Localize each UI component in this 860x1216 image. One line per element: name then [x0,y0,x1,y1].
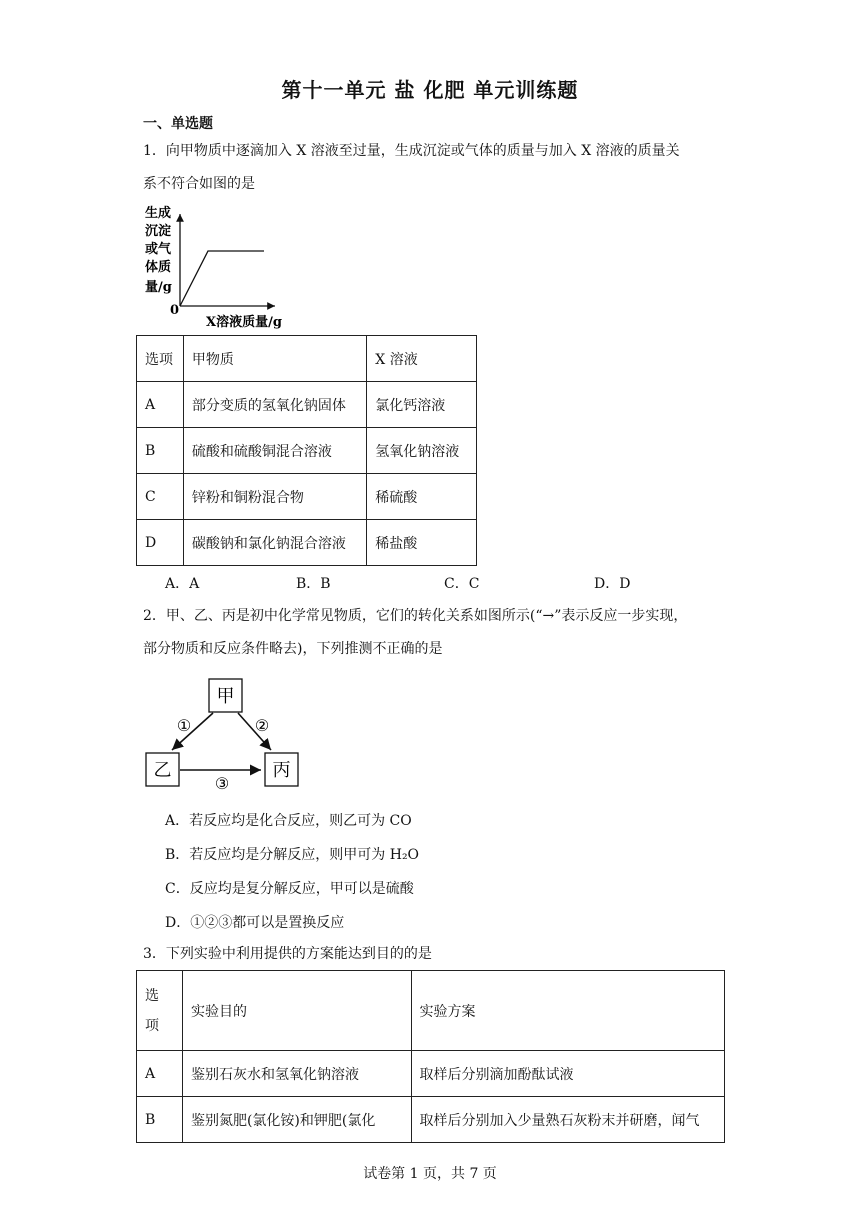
table-row [137,1051,725,1097]
q1-option-d[interactable]: D．D [594,576,631,592]
q2-option-c[interactable]: C．反应均是复分解反应，甲可以是硫酸 [165,881,414,897]
q1-stem-line2: 系不符合如图的是 [143,176,255,192]
table-row [137,382,477,428]
node-yi: 乙 [153,760,172,781]
q2-diagram [140,676,310,794]
q1-table-header-row [137,336,477,382]
table-cell: 氯化钙溶液 [367,382,477,428]
table-cell: B [137,1097,183,1143]
q3-stem: 3．下列实验中利用提供的方案能达到目的的是 [143,946,432,962]
q3-header-col1-line1: 选 [145,987,159,1004]
q3-table-header [137,971,183,1051]
table-cell: 取样后分别加入少量熟石灰粉末并研磨，闻气 [411,1097,724,1143]
table-cell: 碳酸钠和氯化钠混合溶液 [183,520,366,566]
table-cell: 氢氧化钠溶液 [367,428,477,474]
table-row [137,428,477,474]
table-cell: D [137,520,184,566]
arrow-1-label: ① [176,716,192,735]
table-cell: 稀盐酸 [367,520,477,566]
q1-graph-xlabel: X溶液质量/g [206,315,282,330]
arrow-3-label: ③ [214,774,230,793]
table-cell: C [137,474,184,520]
table-cell: 硫酸和硫酸铜混合溶液 [183,428,366,474]
q1-graph-ylabel-1: 生成 [145,206,172,221]
q1-graph-curve [180,251,264,306]
q2-stem-line1: 2．甲、乙、丙是初中化学常见物质，它们的转化关系如图所示(“→”表示反应一步实现， [143,608,688,624]
q2-option-a[interactable]: A．若反应均是化合反应，则乙可为 CO [165,813,412,829]
q3-table-header: 实验方案 [411,971,724,1051]
q1-graph-ylabel-4: 体质 [145,260,172,275]
table-cell: A [137,1051,183,1097]
q3-table-header-row [137,971,725,1051]
q2-option-d[interactable]: D．①②③都可以是置换反应 [165,915,345,931]
q1-table-header: 选项 [137,336,184,382]
arrow-2-label: ② [254,716,270,735]
q3-header-col1-line2: 项 [145,1017,159,1034]
table-cell: A [137,382,184,428]
table-cell: 锌粉和铜粉混合物 [183,474,366,520]
table-cell: 鉴别氮肥(氯化铵)和钾肥(氯化 [182,1097,411,1143]
q2-stem-line2: 部分物质和反应条件略去)，下列推测不正确的是 [143,641,443,657]
page-title: 第十一单元 盐 化肥 单元训练题 [281,78,579,102]
table-cell: B [137,428,184,474]
q1-table-header: X 溶液 [367,336,477,382]
section-heading: 一、单选题 [143,116,213,132]
table-cell: 取样后分别滴加酚酞试液 [411,1051,724,1097]
table-cell: 部分变质的氢氧化钠固体 [183,382,366,428]
q1-graph-ylabel-3: 或气 [145,242,172,257]
table-row [137,1097,725,1143]
q1-option-a[interactable]: A．A [165,576,200,592]
q3-table [136,970,725,1143]
q1-graph-ylabel-5: 量/g [145,280,172,295]
q1-table [136,335,477,566]
q1-option-c[interactable]: C．C [444,576,480,592]
q1-option-b[interactable]: B．B [296,576,331,592]
q1-table-header: 甲物质 [183,336,366,382]
node-jia: 甲 [216,686,235,707]
q1-graph-ylabel-2: 沉淀 [145,224,172,239]
table-cell: 鉴别石灰水和氢氧化钠溶液 [182,1051,411,1097]
node-bing: 丙 [272,760,291,781]
q2-option-b[interactable]: B．若反应均是分解反应，则甲可为 H₂O [165,847,420,863]
q3-table-header: 实验目的 [182,971,411,1051]
page-footer: 试卷第 1 页，共 7 页 [363,1166,497,1182]
q1-graph-origin: 0 [170,303,180,318]
table-row [137,474,477,520]
table-row [137,520,477,566]
q1-graph [140,200,310,335]
q1-stem-line1: 1．向甲物质中逐滴加入 X 溶液至过量，生成沉淀或气体的质量与加入 X 溶液的质量关 [143,143,680,159]
table-cell: 稀硫酸 [367,474,477,520]
